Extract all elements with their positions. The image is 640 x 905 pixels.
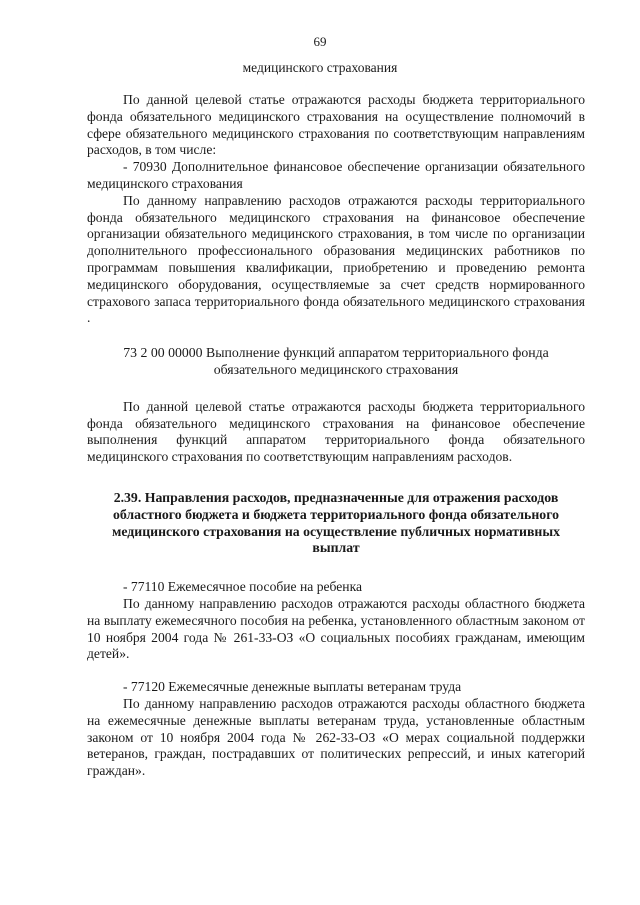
paragraph-77110-title: - 77110 Ежемесячное пособие на ребенка xyxy=(123,579,362,595)
paragraph-70930-body: По данному направлению расходов отражаются расходы территориального фонда обязательного медицинского страхования на финансовое обеспечение организации обязательного медицинского страхования, в том числе по организации дополнительного профессионального образования медицинских работников по программам повышения квалификации, приобретению и проведению ремонта медицинского оборудования, осуществляемые за счет средств нормированного страхового запаса территориального фонда обязательного медицинского страхования . xyxy=(87,192,585,326)
paragraph-73-body: По данной целевой статье отражаются расходы бюджета территориального фонда обязательного медицинского страхования на финансовое обеспечение выполнения функций аппаратом территориального фонда обязательного медицинского страхования по соответствующим направлениям расходов. xyxy=(87,398,585,465)
page-number: 69 xyxy=(313,34,327,49)
document-body xyxy=(87,92,585,780)
continued-title: медицинского страхования xyxy=(242,60,398,75)
paragraph-77120-title: - 77120 Ежемесячные денежные выплаты ветеранам труда xyxy=(123,679,462,695)
paragraph-70930-title: - 70930 Дополнительное финансовое обеспечение организации обязательного медицинского страхования xyxy=(87,159,585,191)
paragraph-77110-body: По данному направлению расходов отражаются расходы областного бюджета на выплату ежемесячного пособия на ребенка, установленного областным законом от 10 ноября 2004 года № 261-33-ОЗ «О социальных пособиях гражданам, имеющим детей». xyxy=(87,595,585,662)
paragraph-1: По данной целевой статье отражаются расходы бюджета территориального фонда обязательного медицинского страхования на осуществление полномочий в сфере обязательного медицинского страхования по соответствующим направлениям расходов, в том числе: xyxy=(87,92,585,158)
section-2-39-heading: 2.39. Направления расходов, предназначенные для отражения расходов областного бюджета и бюджета территориального фонда обязательного медицинского страхования на осуществление публичных нормативных выплат xyxy=(111,489,561,556)
paragraph-77120-body: По данному направлению расходов отражаются расходы областного бюджета на ежемесячные денежные выплаты ветеранам труда, установленные областным законом от 10 ноября 2004 года № 262-33-ОЗ «О мерах социальной поддержки ветеранов, граждан, пострадавших от политических репрессий, и иных категорий граждан». xyxy=(87,695,585,779)
section-73-heading: 73 2 00 00000 Выполнение функций аппаратом территориального фонда обязательного медицинского страхования xyxy=(123,345,549,377)
